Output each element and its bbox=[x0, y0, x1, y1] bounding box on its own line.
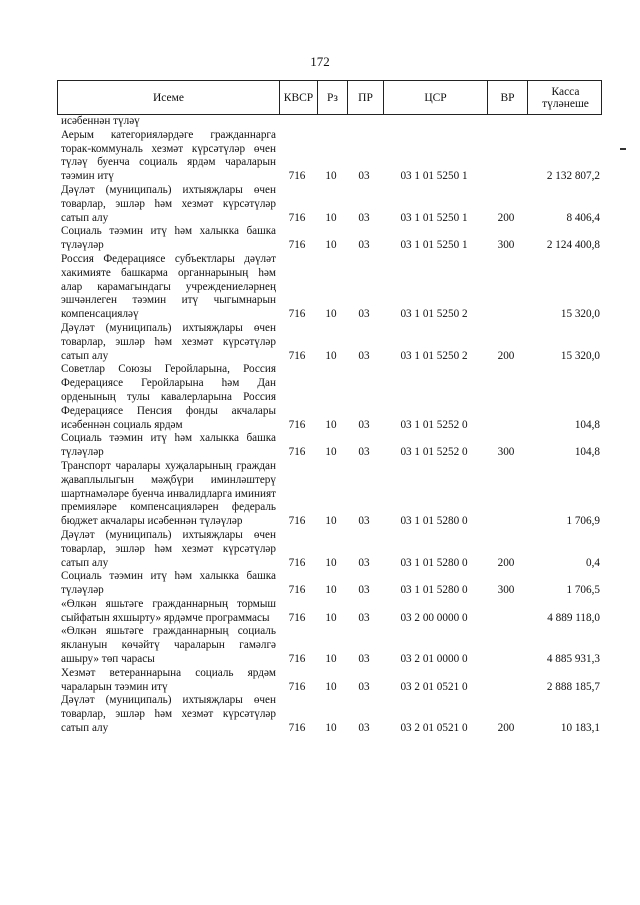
header-rz: Рз bbox=[317, 81, 347, 114]
row-kvsr: 716 bbox=[288, 584, 306, 597]
row-rz: 10 bbox=[325, 556, 337, 569]
table-row bbox=[57, 694, 602, 735]
row-csr: 03 1 01 5280 0 bbox=[400, 556, 468, 569]
row-csr: 03 2 01 0000 0 bbox=[400, 653, 468, 666]
row-csr: 03 2 01 0521 0 bbox=[400, 722, 468, 735]
row-amount: 15 320,0 bbox=[560, 349, 600, 362]
row-vr: 200 bbox=[497, 211, 515, 224]
row-rz: 10 bbox=[325, 584, 337, 597]
row-rz: 10 bbox=[325, 418, 337, 431]
row-name: Дәүләт (муниципаль) ихтыяҗлары өчен товарлар, эшләр һәм хезмәт күрсәтүләр сатып алу bbox=[61, 694, 276, 735]
table-row bbox=[57, 432, 602, 460]
row-csr: 03 1 01 5250 1 bbox=[400, 211, 468, 224]
row-rz: 10 bbox=[325, 308, 337, 321]
table-row bbox=[57, 184, 602, 225]
row-vr: 300 bbox=[497, 584, 515, 597]
row-pr: 03 bbox=[358, 556, 370, 569]
page-number: 172 bbox=[310, 54, 330, 69]
table-row bbox=[57, 460, 602, 529]
table-row bbox=[57, 225, 602, 253]
table-row bbox=[57, 625, 602, 666]
table-row bbox=[57, 253, 602, 322]
row-csr: 03 1 01 5252 0 bbox=[400, 446, 468, 459]
row-amount: 4 885 931,3 bbox=[546, 653, 600, 666]
row-vr: 300 bbox=[497, 446, 515, 459]
row-rz: 10 bbox=[325, 349, 337, 362]
row-name: «Өлкән яшьтәге гражданнарның социаль яклануын көчәйтү чараларын гамәлгә ашыру» төп чарасы bbox=[61, 625, 276, 666]
row-kvsr: 716 bbox=[288, 446, 306, 459]
row-kvsr: 716 bbox=[288, 239, 306, 252]
row-rz: 10 bbox=[325, 446, 337, 459]
row-pr: 03 bbox=[358, 211, 370, 224]
table-row bbox=[57, 115, 602, 129]
row-kvsr: 716 bbox=[288, 349, 306, 362]
row-amount: 1 706,9 bbox=[566, 515, 600, 528]
row-amount: 8 406,4 bbox=[566, 211, 600, 224]
row-rz: 10 bbox=[325, 722, 337, 735]
row-amount: 104,8 bbox=[574, 418, 600, 431]
header-vr: ВР bbox=[487, 81, 527, 114]
row-vr: 300 bbox=[497, 239, 515, 252]
row-amount: 4 889 118,0 bbox=[547, 611, 600, 624]
row-kvsr: 716 bbox=[288, 611, 306, 624]
header-name: Исеме bbox=[152, 91, 185, 104]
header-pr: ПР bbox=[347, 81, 383, 114]
budget-table bbox=[57, 80, 602, 736]
table-row bbox=[57, 570, 602, 598]
row-csr: 03 2 01 0521 0 bbox=[400, 680, 468, 693]
row-kvsr: 716 bbox=[288, 556, 306, 569]
table-row bbox=[57, 667, 602, 695]
row-rz: 10 bbox=[325, 680, 337, 693]
row-kvsr: 716 bbox=[288, 170, 306, 183]
row-pr: 03 bbox=[358, 611, 370, 624]
row-pr: 03 bbox=[358, 170, 370, 183]
row-pr: 03 bbox=[358, 349, 370, 362]
row-vr: 200 bbox=[497, 722, 515, 735]
row-csr: 03 1 01 5250 1 bbox=[400, 239, 468, 252]
row-csr: 03 1 01 5280 0 bbox=[400, 584, 468, 597]
row-pr: 03 bbox=[358, 515, 370, 528]
row-name: Хезмәт ветераннарына социаль ярдәм чараларын тәэмин итү bbox=[61, 666, 276, 693]
row-csr: 03 1 01 5250 2 bbox=[400, 308, 468, 321]
row-kvsr: 716 bbox=[288, 211, 306, 224]
row-pr: 03 bbox=[358, 584, 370, 597]
table-row bbox=[57, 598, 602, 626]
row-amount: 2 132 807,2 bbox=[546, 170, 600, 183]
table-row bbox=[57, 322, 602, 363]
row-csr: 03 2 00 0000 0 bbox=[400, 611, 468, 624]
row-amount: 0,4 bbox=[586, 556, 600, 569]
row-kvsr: 716 bbox=[288, 418, 306, 431]
table-header bbox=[57, 80, 602, 115]
row-pr: 03 bbox=[358, 239, 370, 252]
row-rz: 10 bbox=[325, 239, 337, 252]
row-name: Социаль тәэмин итү һәм халыкка башка түләүләр bbox=[61, 570, 276, 597]
row-csr: 03 1 01 5252 0 bbox=[400, 418, 468, 431]
row-name: Дәүләт (муниципаль) ихтыяҗлары өчен товарлар, эшләр һәм хезмәт күрсәтүләр сатып алу bbox=[61, 321, 276, 362]
row-amount: 2 888 185,7 bbox=[546, 680, 600, 693]
row-rz: 10 bbox=[325, 611, 337, 624]
row-amount: 10 183,1 bbox=[560, 722, 600, 735]
row-name: Аерым категорияләрдәге гражданнарга торак-коммуналь хезмәт күрсәтүләр өчен түләү буенча социаль ярдәм чараларын тәэмин итү bbox=[61, 128, 276, 183]
row-amount: 15 320,0 bbox=[560, 308, 600, 321]
row-name: исәбеннән түләү bbox=[61, 115, 140, 127]
row-pr: 03 bbox=[358, 308, 370, 321]
row-amount: 1 706,5 bbox=[566, 584, 600, 597]
header-kvsr: КВСР bbox=[279, 81, 317, 114]
row-name: «Өлкән яшьтәге гражданнарның тормыш сыйфатын яхшырту» ярдәмче программасы bbox=[61, 597, 276, 624]
row-vr: 200 bbox=[497, 349, 515, 362]
row-name: Социаль тәэмин итү һәм халыкка башка түләүләр bbox=[61, 225, 276, 252]
row-csr: 03 1 01 5280 0 bbox=[400, 515, 468, 528]
row-pr: 03 bbox=[358, 722, 370, 735]
table-row bbox=[57, 363, 602, 432]
row-amount: 104,8 bbox=[574, 446, 600, 459]
row-vr: 200 bbox=[497, 556, 515, 569]
row-kvsr: 716 bbox=[288, 680, 306, 693]
row-kvsr: 716 bbox=[288, 722, 306, 735]
row-name: Транспорт чаралары хуҗаларының граждан җаваплылыгын мәҗбүри иминләштерү шартнамәләре буенча инвалидларга иминият премияләре компенсацияләрен федераль бюджет акчалары исәбеннән түләүләр bbox=[61, 459, 276, 528]
row-csr: 03 1 01 5250 1 bbox=[400, 170, 468, 183]
table-row bbox=[57, 529, 602, 570]
row-pr: 03 bbox=[358, 446, 370, 459]
row-pr: 03 bbox=[358, 418, 370, 431]
row-kvsr: 716 bbox=[288, 653, 306, 666]
row-rz: 10 bbox=[325, 515, 337, 528]
margin-mark bbox=[620, 148, 626, 150]
row-rz: 10 bbox=[325, 211, 337, 224]
row-name: Советлар Союзы Геройларына, Россия Федерациясе Геройларына һәм Дан орденының тулы кавалерларына Россия Федерациясе Пенсия фонды акчалары исәбеннән социаль ярдәм bbox=[61, 363, 276, 431]
row-csr: 03 1 01 5250 2 bbox=[400, 349, 468, 362]
row-name: Дәүләт (муниципаль) ихтыяҗлары өчен товарлар, эшләр һәм хезмәт күрсәтүләр сатып алу bbox=[61, 528, 276, 569]
row-pr: 03 bbox=[358, 680, 370, 693]
table-body bbox=[57, 115, 602, 736]
row-kvsr: 716 bbox=[288, 515, 306, 528]
row-name: Социаль тәэмин итү һәм халыкка башка түләүләр bbox=[61, 432, 276, 459]
row-name: Дәүләт (муниципаль) ихтыяҗлары өчен товарлар, эшләр һәм хезмәт күрсәтүләр сатып алу bbox=[61, 183, 276, 224]
row-rz: 10 bbox=[325, 170, 337, 183]
row-kvsr: 716 bbox=[288, 308, 306, 321]
row-name: Россия Федерациясе субъектлары дәүләт хакимияте башкарма органнарының һәм алар карамагындагы учреждениеләрнең эшчәнлеген тәэмин итү чыгымнарын компенсацияләү bbox=[61, 252, 276, 321]
header-kassa: Касса түләнеше bbox=[527, 81, 603, 114]
header-csr: ЦСР bbox=[383, 81, 487, 114]
row-rz: 10 bbox=[325, 653, 337, 666]
row-pr: 03 bbox=[358, 653, 370, 666]
row-amount: 2 124 400,8 bbox=[546, 239, 600, 252]
table-row bbox=[57, 129, 602, 184]
